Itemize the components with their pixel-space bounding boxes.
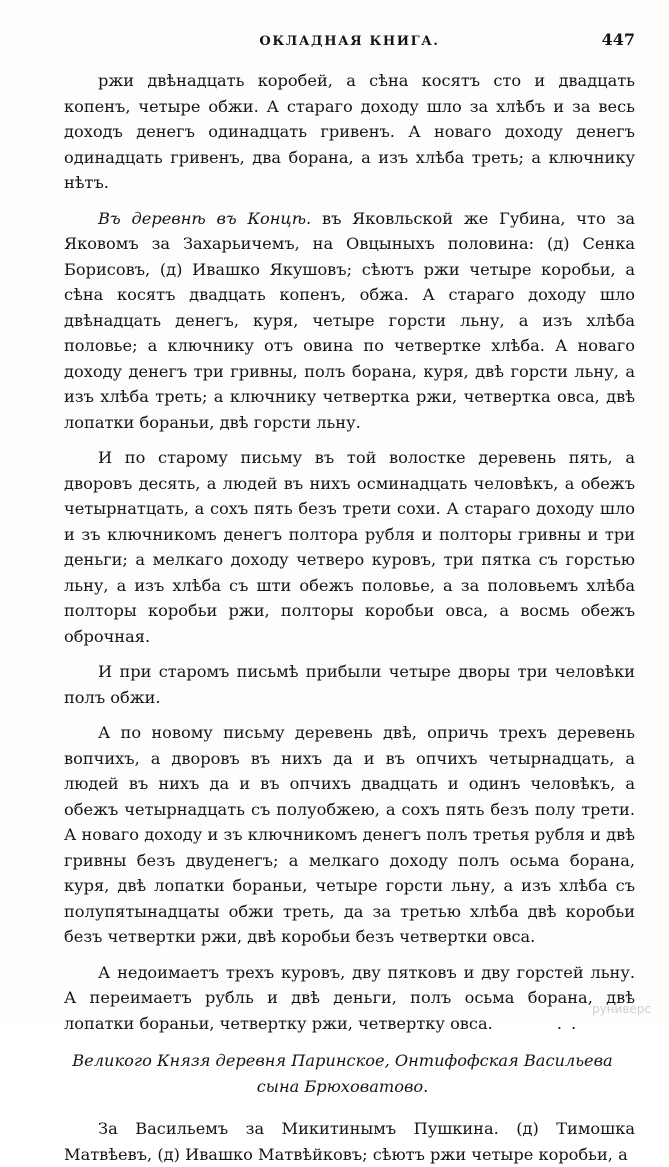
paragraph-6: [64, 960, 635, 1037]
paragraph-4: [64, 659, 635, 710]
running-head: [64, 30, 635, 56]
paragraph-5: [64, 720, 635, 950]
section-heading: Великого Князя деревня Паринское, Онтифофская Васильева сына Брюховатово.: [72, 1051, 613, 1096]
watermark: руниверс: [591, 1002, 651, 1016]
paragraph-text: И по старому письму въ той волостке деревень пять, а дворовъ десять, а людей въ нихъ осминадцать человѣкъ, а обежъ четырнатцать, а сохъ пять безъ трети сохи. А стараго доходу шло и зъ ключникомъ денегъ полтора рубля и полторы гривны и три деньги; а мелкаго доходу четверо куровъ, три пятка съ горстью льну, а изъ хлѣба съ шти обежъ половье, а за половьемъ хлѣба полторы коробьи ржи, полторы коробьи овса, а восмь обежъ оброчная.: [64, 448, 635, 646]
page-number: 447: [601, 30, 635, 49]
running-title: ОКЛАДНАЯ КНИГА.: [259, 34, 440, 49]
paragraph-lead: Въ деревнѣ въ Концѣ.: [98, 208, 312, 228]
paragraph-text: въ Яковльской же Губина, что за Яковомъ за Захарьичемъ, на Овцыныхъ половина: (д) Сенка Борисовъ, (д) Ивашко Якушовъ; сѣютъ ржи четыре коробьи, а сѣна косятъ двадцать копенъ, обжа. А стараго доходу шло двѣнадцать денегъ, куря, четыре горсти льну, а изъ хлѣба половье; а ключнику отъ овина по четвертке хлѣба. А новаго доходу денегъ три гривны, полъ борана, куря, двѣ горсти льну, а изъ хлѣба треть; а ключнику четвертка ржи, четвертка овса, двѣ лопатки бораньи, двѣ горсти льну.: [64, 208, 636, 432]
body-text: [64, 68, 635, 1167]
paragraph-text: ржи двѣнадцать коробей, а сѣна косятъ сто и двадцать копенъ, четыре обжи. А стараго доходу шло за хлѣбъ и за весь доходъ денегъ одинадцать гривенъ. А новаго доходу денегъ одинадцать гривенъ, два борана, а изъ хлѣба треть; а ключнику нѣтъ.: [64, 71, 635, 192]
paragraph-text: За Васильемъ за Микитинымъ Пушкина. (д) Тимошка Матвѣевъ, (д) Ивашко Матвѣйковъ; сѣютъ ржи четыре коробьи, а: [64, 1119, 635, 1164]
paragraph-text: А недоимаетъ трехъ куровъ, дву пятковъ и дву горстей льну. А переимаетъ рубль и двѣ деньги, полъ осьма борана, двѣ лопатки бораньи, четвертку ржи, четвертку овса.: [64, 962, 635, 1033]
paragraph-text: А по новому письму деревень двѣ, опричь трехъ деревень вопчихъ, а дворовъ въ нихъ да и въ опчихъ четырнадцать, а людей въ нихъ да и въ опчихъ двадцать и одинъ человѣкъ, а обежъ четырнадцать съ полуобжею, а сохъ пять безъ полу трети. А новаго доходу и зъ ключникомъ денегъ полъ третья рубля и двѣ гривны безъ двуденегъ; а мелкаго доходу полъ осьма борана, куря, двѣ лопатки бораньи, четыре горсти льну, а изъ хлѣба съ полупятынадцаты обжи треть, да за третью хлѣба двѣ коробьи безъ четвертки ржи, двѣ коробьи безъ четвертки овса.: [64, 723, 635, 946]
paragraph-2: [64, 206, 635, 436]
paragraph-1: [64, 68, 635, 196]
final-paragraph: [64, 1116, 635, 1167]
paragraph-3: [64, 445, 635, 649]
trailing-dots: . .: [556, 1013, 579, 1033]
paragraph-text: И при старомъ письмѣ прибыли четыре дворы три человѣки полъ обжи.: [64, 662, 635, 707]
